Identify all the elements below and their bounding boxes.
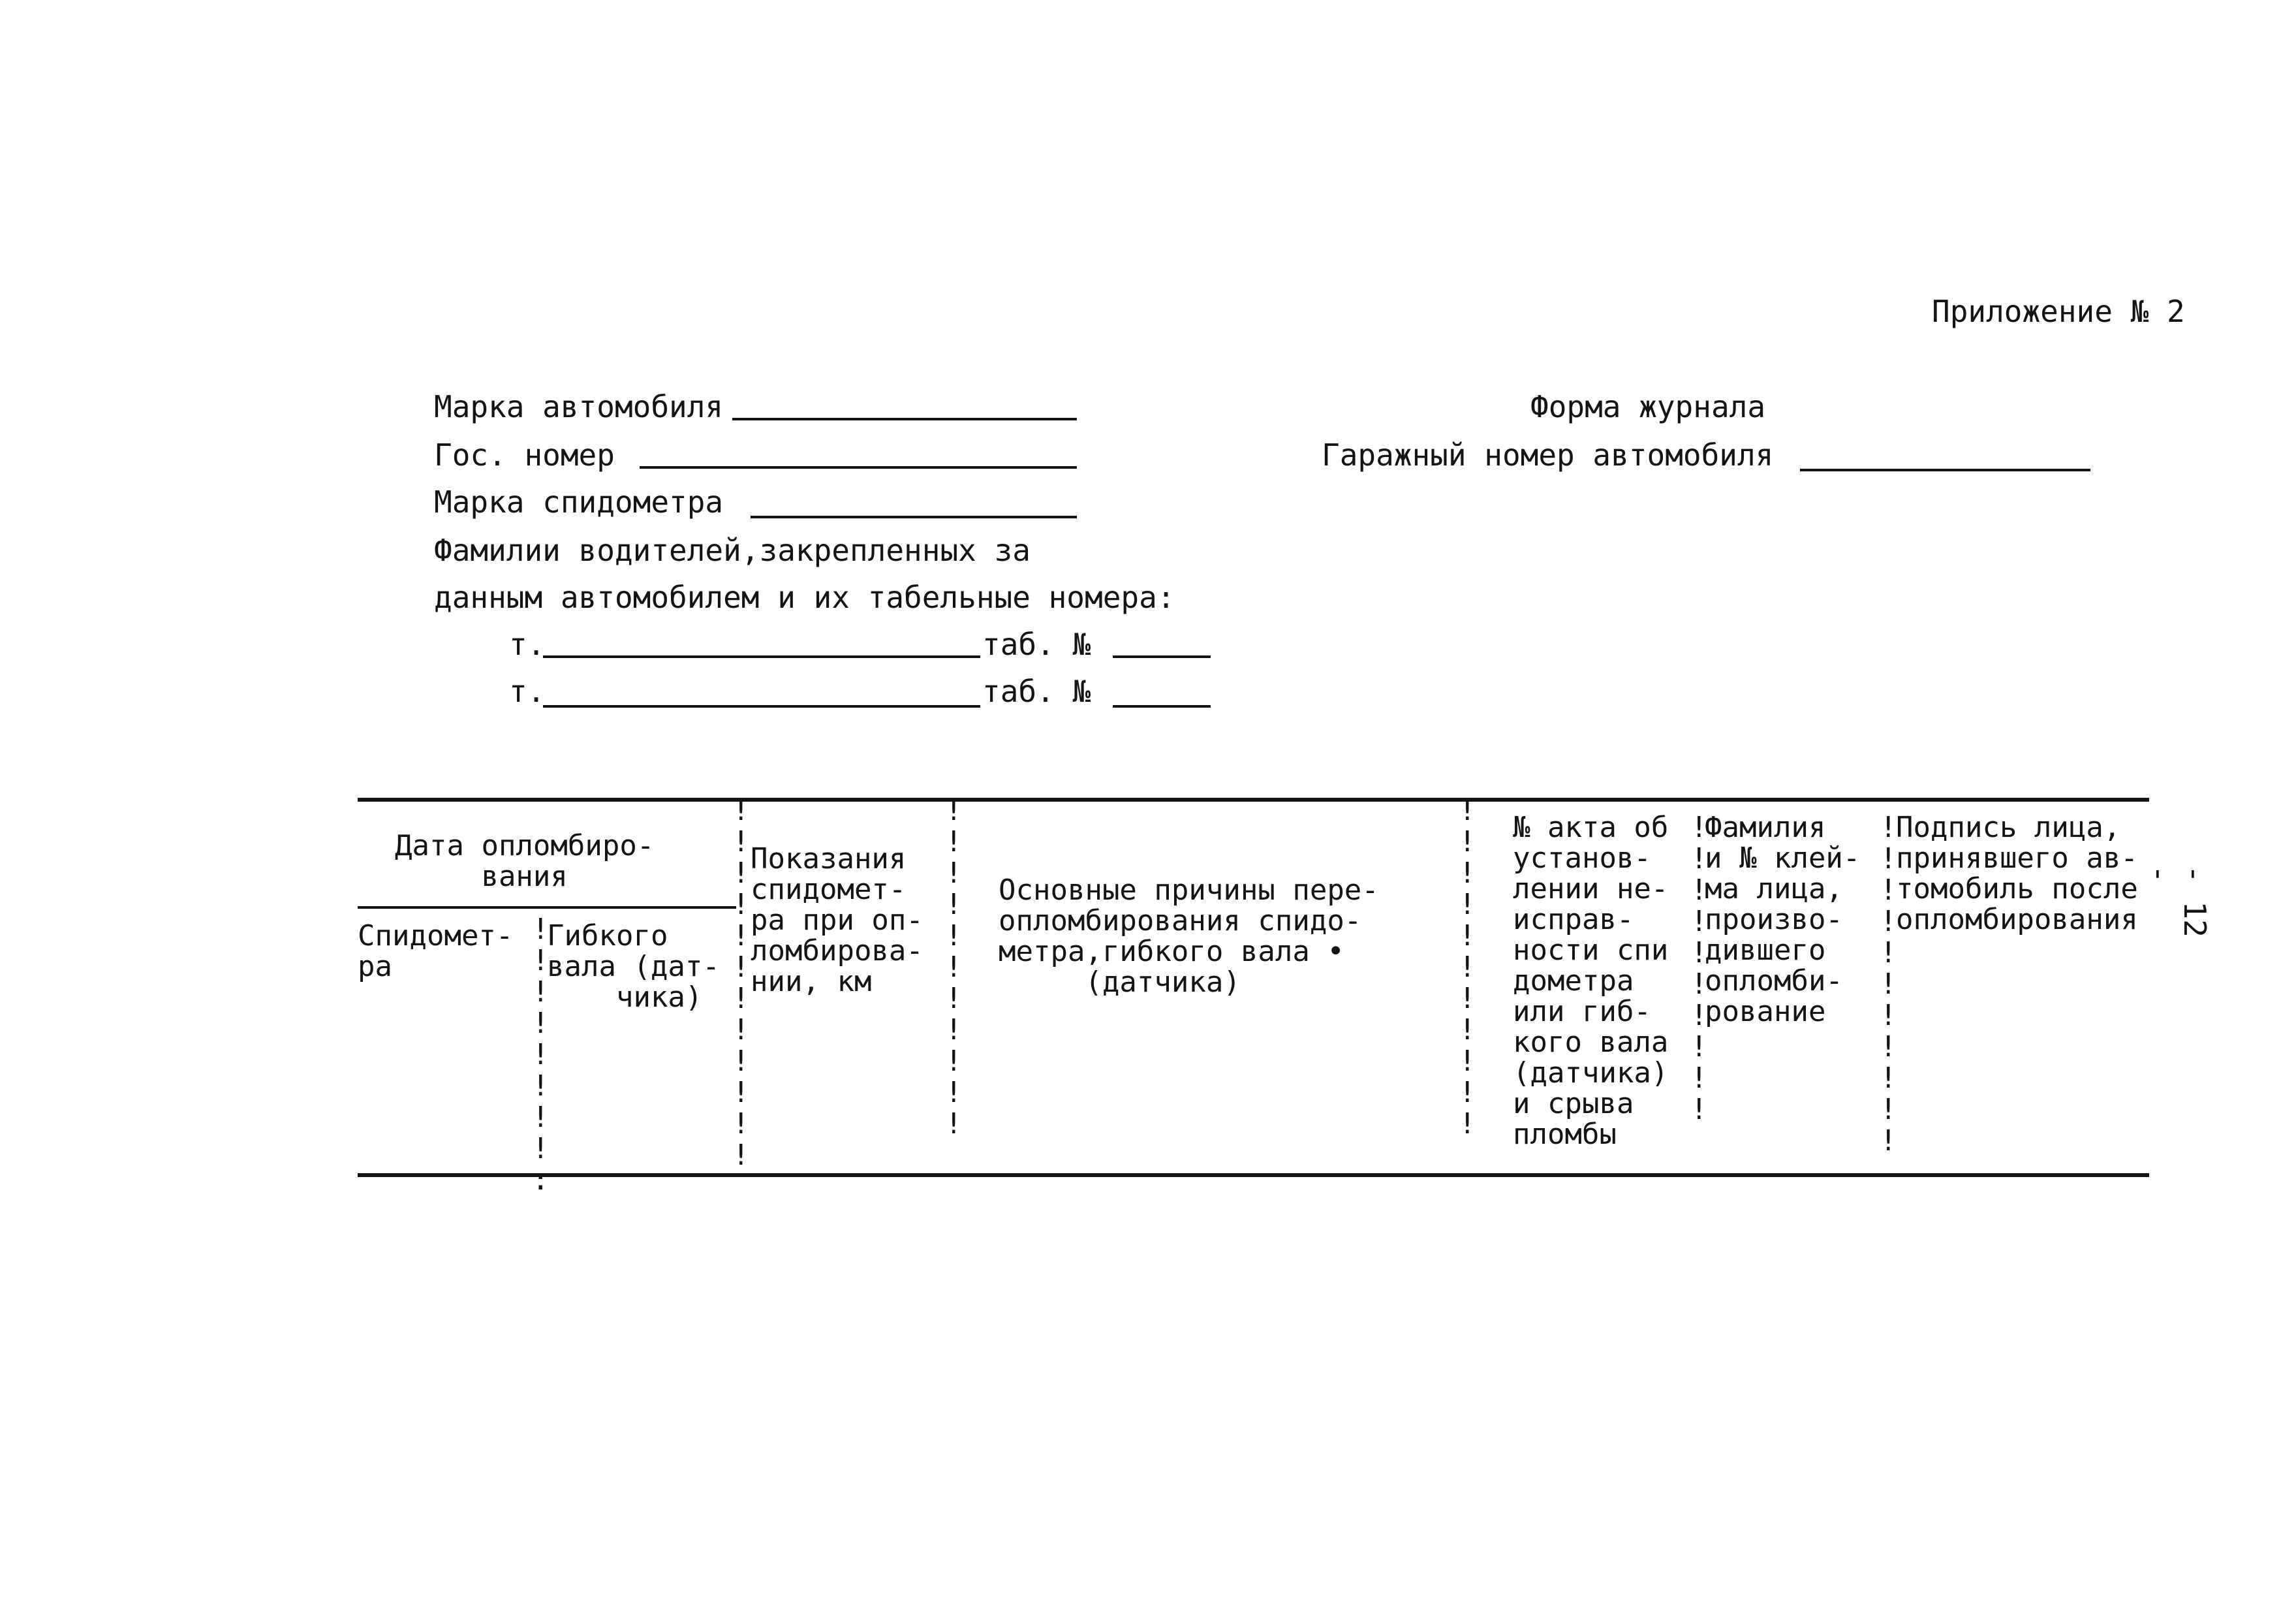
speedometer-brand-label: Марка спидометра — [434, 484, 724, 520]
header-flex-shaft: Гибкого вала (дат- чика) — [547, 919, 720, 1014]
drivers-label-line1: Фамилии водителей,закрепленных за — [434, 533, 1031, 568]
state-number-blank[interactable] — [640, 466, 1077, 469]
table-top-rule — [358, 798, 2149, 802]
speedometer-brand-blank[interactable] — [751, 516, 1077, 518]
car-brand-blank[interactable] — [732, 418, 1077, 420]
form-title: Форма журнала — [1530, 389, 1766, 424]
header-sealer-name: Фамилия и № клей- ма лица, произво- дившего опломби- рование — [1705, 811, 1861, 1028]
page-number — [2142, 819, 2252, 950]
driver-row-2-tab-blank[interactable] — [1113, 705, 1211, 708]
driver-row-1-name-blank[interactable] — [543, 655, 980, 658]
driver-row-1-tab-label: таб. № — [982, 627, 1091, 662]
page-number-text: - 12 - — [2142, 865, 2212, 937]
state-number-label: Гос. номер — [434, 437, 615, 473]
driver-row-1-prefix: т. — [509, 627, 546, 662]
garage-number-blank[interactable] — [1800, 469, 2090, 471]
driver-row-2-name-blank[interactable] — [543, 705, 980, 708]
header-readings: Показания спидомет- ра при оп- ломбирова- нии, км — [751, 842, 923, 998]
header-speedometer: Спидомет- ра — [358, 919, 514, 983]
column-separator: ! ! ! ! ! ! ! ! ! ! — [1690, 811, 1708, 1126]
garage-number-label: Гаражный номер автомобиля — [1322, 437, 1774, 473]
column-separator: ! ! ! ! ! ! ! ! ! ! ! ! — [732, 794, 750, 1172]
column-separator: ! ! ! ! ! ! ! ! ! ! ! — [1880, 811, 1897, 1157]
column-separator: ! ! ! ! ! ! ! ! : — [532, 913, 550, 1197]
header-sealing-date: Дата опломбиро- вания — [395, 829, 655, 893]
table-bottom-rule — [358, 1173, 2149, 1177]
header-signature: Подпись лица, принявшего ав- томобиль после опломбирования — [1896, 811, 2138, 936]
header-reasons: Основные причины пере- опломбирования спидо- метра,гибкого вала • (датчика) — [999, 873, 1379, 999]
drivers-label-line2: данным автомобилем и их табельные номера: — [434, 580, 1175, 615]
column-separator: ! ! ! ! ! ! ! ! ! ! ! — [1459, 794, 1476, 1141]
driver-row-2-prefix: т. — [509, 674, 546, 709]
car-brand-label: Марка автомобиля — [434, 389, 724, 424]
driver-row-1-tab-blank[interactable] — [1113, 655, 1211, 658]
header-act-number: № акта об установ- лении не- исправ- ности спи дометра или гиб- кого вала (датчика) и срыва пломбы — [1513, 811, 1669, 1151]
appendix-label: Приложение № 2 — [1932, 294, 2185, 329]
driver-row-2-tab-label: таб. № — [982, 674, 1091, 709]
date-subheader-rule — [358, 906, 736, 909]
column-separator: ! ! ! ! ! ! ! ! ! ! ! — [945, 794, 963, 1141]
